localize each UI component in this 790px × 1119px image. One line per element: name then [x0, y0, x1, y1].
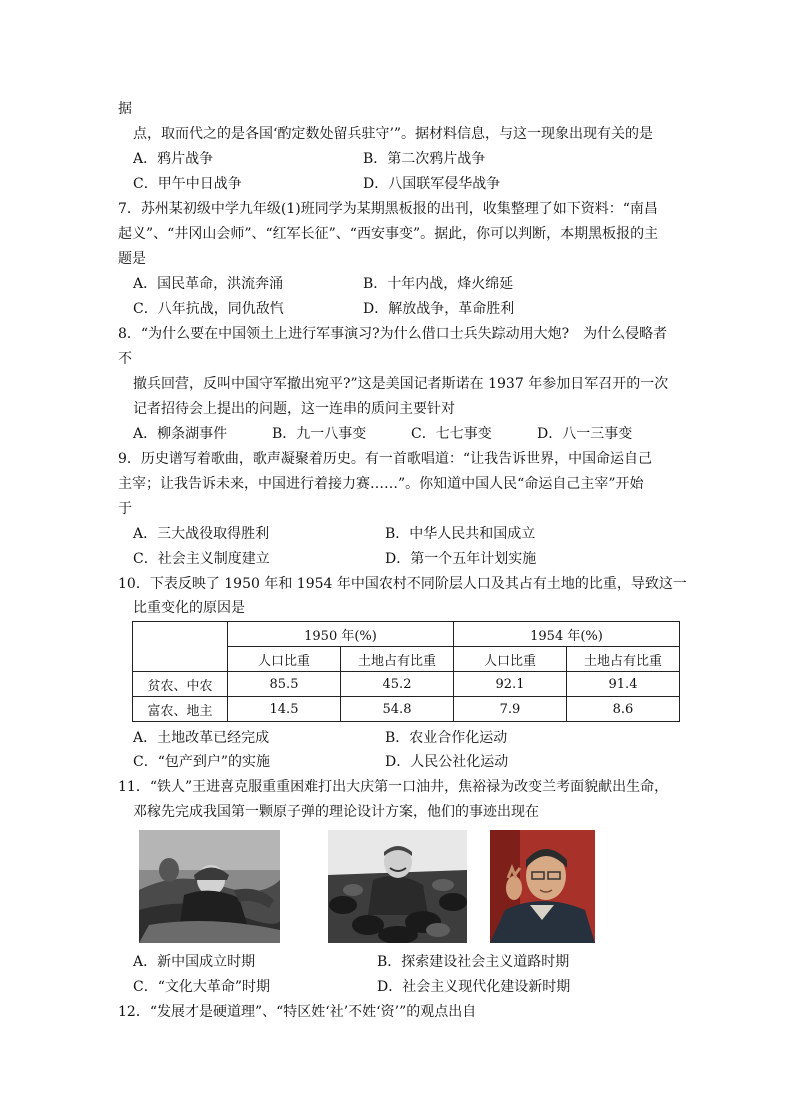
photo-jiao-yulu — [328, 830, 467, 943]
q6-option-a: A．鸦片战争 — [133, 151, 214, 167]
q7-text: 7．苏州某初级中学九年级(1)班同学为某期黑板报的出刊，收集整理了如下资料：“南昌 — [118, 201, 658, 217]
q11-option-a: A．新中国成立时期 — [133, 954, 256, 970]
photo-jiao-yulu-image — [328, 830, 467, 943]
q9-option-d: D．第一个五年计划实施 — [385, 551, 537, 567]
q6-option-c: C．甲午中日战争 — [133, 176, 242, 192]
q11-text: 11．“铁人”王进喜克服重重困难打出大庆第一口油井，焦裕禄为改变兰考面貌献出生命， — [118, 779, 669, 795]
table-subheader-pop: 人口比重 — [228, 647, 341, 672]
q8-option-c: C．七七事变 — [411, 426, 492, 442]
q8-option-a: A．柳条湖事件 — [133, 426, 228, 442]
table-header-1954: 1954 年(%) — [454, 622, 680, 647]
q7-option-b: B．十年内战，烽火绵延 — [363, 276, 514, 292]
table-cell: 45.2 — [341, 672, 454, 697]
q9-text: 于 — [118, 501, 132, 517]
table-corner-cell — [133, 622, 228, 672]
table-cell: 7.9 — [454, 697, 567, 722]
q12-text: 12．“发展才是硬道理”、“特区姓‘社’不姓‘资’”的观点出自 — [118, 1004, 477, 1020]
q8-option-b: B．九一八事变 — [272, 426, 367, 442]
table-subheader-land: 土地占有比重 — [567, 647, 680, 672]
q10-option-b: B．农业合作化运动 — [385, 730, 508, 746]
table-cell: 8.6 — [567, 697, 680, 722]
q10-option-c: C．“包产到户”的实施 — [133, 754, 271, 770]
q9-text: 主宰；让我告诉未来，中国进行着接力赛……”。你知道中国人民“命运自己主宰”开始 — [118, 476, 644, 492]
q7-text: 起义”、“井冈山会师”、“红军长征”、“西安事变”。据此，你可以判断，本期黑板报的主 — [118, 226, 659, 242]
table-cell: 91.4 — [567, 672, 680, 697]
q9-option-a: A．三大战役取得胜利 — [133, 526, 270, 542]
q9-option-b: B．中华人民共和国成立 — [385, 526, 536, 542]
q10-table — [132, 621, 680, 722]
q11-text: 邓稼先完成我国第一颗原子弹的理论设计方案，他们的事迹出现在 — [133, 804, 539, 820]
q6-text: 点，取而代之的是各国‘酌定数处留兵驻守’”。据材料信息，与这一现象出现有关的是 — [133, 126, 654, 142]
q8-text: 撤兵回营，反叫中国守军撤出宛平?”这是美国记者斯诺在 1937 年参加日军召开的一次 — [133, 376, 669, 392]
q6-option-d: D．八国联军侵华战争 — [363, 176, 501, 192]
q10-option-a: A．土地改革已经完成 — [133, 730, 270, 746]
photo-deng-jiaxian — [490, 830, 595, 943]
q11-option-b: B．探索建设社会主义道路时期 — [377, 954, 570, 970]
photo-wang-jinxi — [139, 830, 280, 943]
q6-option-b: B．第二次鸦片战争 — [363, 151, 486, 167]
table-cell: 92.1 — [454, 672, 567, 697]
q7-option-c: C．八年抗战，同仇敌忾 — [133, 301, 284, 317]
text-line: 据 — [118, 101, 132, 117]
table-cell: 85.5 — [228, 672, 341, 697]
q9-option-c: C．社会主义制度建立 — [133, 551, 270, 567]
q8-text: 记者招待会上提出的问题，这一连串的质问主要针对 — [133, 401, 455, 417]
q10-text: 比重变化的原因是 — [133, 600, 245, 616]
photo-wang-jinxi-image — [139, 830, 280, 943]
table-cell: 54.8 — [341, 697, 454, 722]
q10-option-d: D．人民公社化运动 — [385, 754, 509, 770]
q7-option-d: D．解放战争，革命胜利 — [363, 301, 515, 317]
q7-option-a: A．国民革命，洪流奔涌 — [133, 276, 284, 292]
row-label: 富农、地主 — [133, 697, 228, 722]
photo-deng-jiaxian-image — [490, 830, 595, 943]
q8-option-d: D．八一三事变 — [537, 426, 633, 442]
q9-text: 9．历史谱写着歌曲，歌声凝聚着历史。有一首歌唱道：“让我告诉世界，中国命运自己 — [118, 451, 653, 467]
q8-text: 8．“为什么要在中国领土上进行军事演习?为什么借口士兵失踪动用大炮? 为什么侵略者 — [118, 326, 668, 342]
q7-text: 题是 — [118, 251, 146, 267]
q11-option-c: C．“文化大革命”时期 — [133, 979, 271, 995]
table-subheader-pop: 人口比重 — [454, 647, 567, 672]
row-label: 贫农、中农 — [133, 672, 228, 697]
table-cell: 14.5 — [228, 697, 341, 722]
q8-text: 不 — [118, 351, 132, 367]
table-row — [133, 697, 680, 722]
table-row — [133, 672, 680, 697]
table-header-1950: 1950 年(%) — [228, 622, 454, 647]
q10-text: 10．下表反映了 1950 年和 1954 年中国农村不同阶层人口及其占有土地的比重，导致这一 — [118, 576, 687, 592]
table-subheader-land: 土地占有比重 — [341, 647, 454, 672]
q11-option-d: D．社会主义现代化建设新时期 — [377, 979, 571, 995]
